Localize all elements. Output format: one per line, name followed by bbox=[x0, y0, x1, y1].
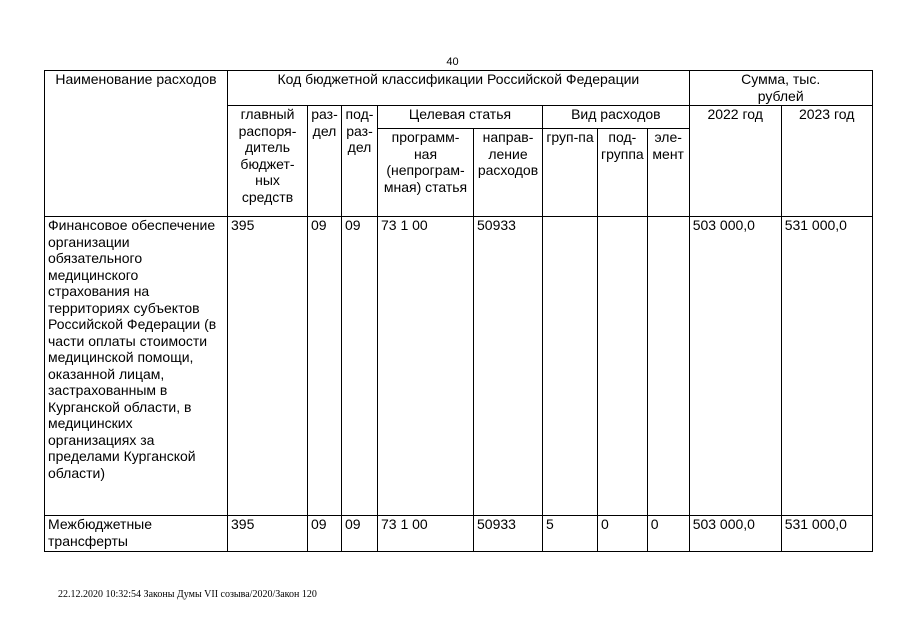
page-number: 40 bbox=[446, 56, 459, 68]
header-subgroup: под-группа bbox=[598, 129, 648, 217]
row-element bbox=[647, 217, 689, 516]
header-year-2022: 2022 год bbox=[689, 106, 781, 217]
row-section: 09 bbox=[308, 516, 342, 552]
row-name: Межбюджетные трансферты bbox=[45, 516, 228, 552]
row-subgroup bbox=[598, 217, 648, 516]
row-element: 0 bbox=[647, 516, 689, 552]
header-year-2023: 2023 год bbox=[781, 106, 872, 217]
header-subsection: под-раз-дел bbox=[342, 106, 378, 217]
header-target-article: Целевая статья bbox=[378, 106, 543, 129]
row-group: 5 bbox=[543, 516, 598, 552]
header-row-1 bbox=[45, 71, 873, 106]
header-code-classification: Код бюджетной классификации Российской Федерации bbox=[228, 71, 690, 106]
row-name: Финансовое обеспечение организации обязательного медицинского страхования на территориях субъектов Российской Федерации (в части оплаты стоимости медицинской помощи, оказанной лицам, застрахованным в Курганской области, в медицинских организациях за пределами Курганской области) bbox=[45, 217, 228, 516]
header-program-article: программ-ная (непрограм-мная) статья bbox=[378, 129, 474, 217]
row-section: 09 bbox=[308, 217, 342, 516]
row-sum-2022: 503 000,0 bbox=[689, 516, 781, 552]
row-direction: 50933 bbox=[474, 217, 543, 516]
header-element: эле-мент bbox=[647, 129, 689, 217]
row-direction: 50933 bbox=[474, 516, 543, 552]
row-program: 73 1 00 bbox=[378, 217, 474, 516]
table-row bbox=[45, 217, 873, 516]
row-sum-2022: 503 000,0 bbox=[689, 217, 781, 516]
header-section: раз-дел bbox=[308, 106, 342, 217]
row-program: 73 1 00 bbox=[378, 516, 474, 552]
header-expense-type: Вид расходов bbox=[543, 106, 690, 129]
row-sum-2023: 531 000,0 bbox=[781, 217, 872, 516]
table-row bbox=[45, 516, 873, 552]
header-name-expenses: Наименование расходов bbox=[45, 71, 228, 217]
budget-table bbox=[44, 70, 873, 552]
header-main-manager: главный распоря-дитель бюджет-ных средств bbox=[228, 106, 308, 217]
row-subsection: 09 bbox=[342, 516, 378, 552]
footer-timestamp: 22.12.2020 10:32:54 Законы Думы VII созыва/2020/Закон 120 bbox=[58, 589, 317, 600]
row-manager: 395 bbox=[228, 217, 308, 516]
row-group bbox=[543, 217, 598, 516]
row-manager: 395 bbox=[228, 516, 308, 552]
header-direction: направ-ление расходов bbox=[474, 129, 543, 217]
row-subsection: 09 bbox=[342, 217, 378, 516]
row-sum-2023: 531 000,0 bbox=[781, 516, 872, 552]
header-sum: Сумма, тыс. рублей bbox=[689, 71, 872, 106]
row-subgroup: 0 bbox=[598, 516, 648, 552]
header-group: груп-па bbox=[543, 129, 598, 217]
